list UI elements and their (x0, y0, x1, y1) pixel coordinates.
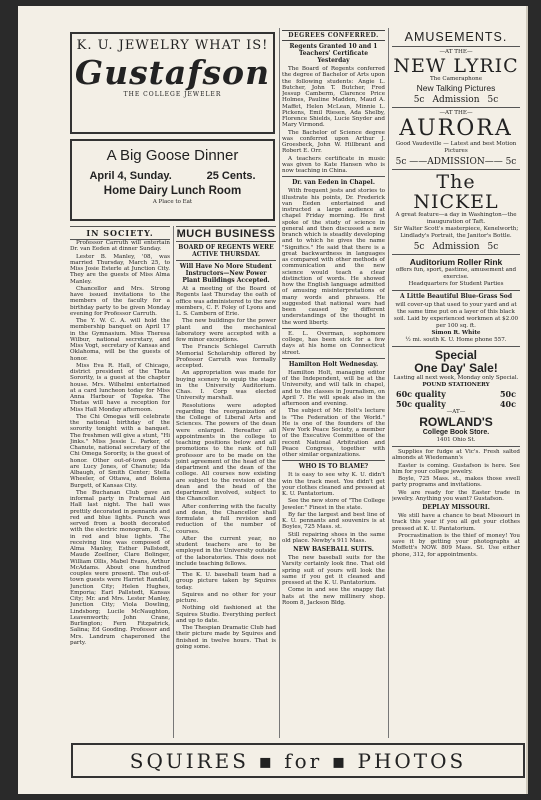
goose-ad-note: A Place to Eat (152, 199, 193, 205)
goose-dinner-ad (70, 139, 275, 221)
society-paragraph: The Chi Omegas will celebrate the national birthday of the sorority tonight with a banquet. The freshmen will give a stunt, "Hi Jinks." Miss Jessie L. Parker, of Chanute, national secretary of the Chi Omega Sorority, is the guest of honor. Other out-of-town guests are Lucy Jones, of Chanute; Ida Albaugh, of Smith Center; Stella Wheeler, of Ottawa, and Bolena Burgett, of Kansas City. (70, 413, 170, 489)
nickel-description: A great feature—a day in Washington—the inauguration of Taft. (395, 212, 517, 225)
business-paragraph: An appropriation was made for buying scenery to equip the stage in the University Auditorium. Chas. I. Corp was elected University marshall. (176, 370, 276, 402)
society-paragraph: Miss Eva R. Hall, of Chicago, district president of the Theta Sorority, is a guest at the chapter house. Mrs. Wilhelmi entertained at a card luncheon today for Miss Anna Harbour of Topeka. The Thetas will have a reception for Miss Hall Monday afternoon. (70, 362, 170, 413)
sale-price: 40c (499, 399, 516, 409)
degrees-subhead: Regents Granted 10 and 1 Teachers' Certificate Yesterday (289, 43, 378, 64)
boyles-paragraph: By far the largest and best line of K. U. pennants and souvenirs is at Boyles, 725 Mass. st. (282, 511, 385, 531)
misc-paragraph: We are ready for the Easter trade in jewelry. Anything you want? Gustafson. (392, 489, 520, 502)
nickel-admission (392, 242, 520, 252)
jewelry-ad-tagline: THE COLLEGE JEWELER (123, 91, 222, 98)
jewelry-ad-name: Gustafson (74, 53, 271, 92)
business-paragraph: Nothing old fashioned at the Squires Studio. Everything perfect and up to date. (176, 605, 276, 624)
jewelry-ad-headline: K. U. JEWELRY WHAT IS! (76, 38, 269, 53)
quality-label: 60c quality (396, 389, 446, 399)
hamilton-paragraph: Hamilton Holt, managing editor of the Independent, will be at the University, and will talk in chapel, and to the classes in Journalism, on April 7. He will speak also in the afternoon and evening. (282, 369, 385, 407)
society-paragraph: The Y. W. C. A. will hold the membership banquet on April 17 in the Gymnasium. Miss Theresa Wilbur, national secretary, and Miss Vogt, secretary of Kansas and Oklahoma, will be the guests of honor. (70, 318, 170, 362)
rowland-subtitle: College Book Store. (422, 429, 490, 436)
price-label: 5c (413, 95, 425, 105)
overman-paragraph: E. L. Overman, sophomore college, has been sick for a few days at his home on Connecticut street. (282, 330, 385, 356)
jewelry-ad (70, 32, 275, 134)
price-label: 5c (487, 95, 499, 105)
business-paragraph: Resolutions were adopted regarding the reorganization of the College of Liberal Arts and Sciences. The powers of the dean were enlarged. Hereafter all appointments in the college to teaching positions below and all promotions to the rank of full professor are to be made on the joint agreement of the head of the department and the dean of the college. All courses now existing are subject to the revision of the dean and the head of the department involved, subject to the Chancellor. (176, 402, 276, 503)
goose-ad-place: Home Dairy Lunch Room (103, 185, 242, 197)
at-label: —AT— (446, 409, 466, 415)
stationery-label: POUND STATIONERY (422, 382, 490, 388)
goose-ad-title: A Big Goose Dinner (106, 147, 239, 164)
quality-label: 50c quality (396, 399, 446, 409)
business-paragraph: The K. U. baseball team had a group picture taken by Squires today. (176, 572, 276, 591)
rowland-title: ROWLAND'S (419, 415, 493, 429)
amusements-column (392, 30, 520, 738)
price-row (392, 389, 520, 399)
roller-rink-description-2: Headquarters for Student Parties (408, 281, 504, 287)
sale-description: Lasting all next week, Monday only Special. (393, 375, 519, 381)
society-heading: IN SOCIETY. (70, 226, 170, 240)
degrees-heading: DEGREES CONFERRED. (282, 30, 385, 41)
degrees-paragraph: The Board of Regents conferred the degree of Bachelor of Arts upon the following students: Angie L. Butcher, John T. Butcher, Fred Jessup Camberm, Clarence Price Holmes, Pauline Madden, Maud A. Maffet, Helen McLean, Minnie L. Pickens, Emil Riesen, Ada Shelby, Florence Shields, Lucie Snyder and Mary Virmond. (282, 66, 385, 129)
business-paragraph: The new buildings for the power plant and the mechanical laboratory were accepted with a few minor exceptions. (176, 318, 276, 343)
rowland-address: 1401 Ohio St. (436, 437, 476, 443)
sod-ad-address: ½ mi. south K. U. Home phone 557. (405, 337, 507, 343)
nickel-title: The NICKEL (413, 171, 499, 213)
repairing-paragraph: Still repairing shoes in the same old place. Newby's 911 Mass. (282, 531, 385, 544)
misc-paragraph: Easter is coming. Gustafson is here. See him for your college jewelry. (392, 462, 520, 475)
lyric-admission (392, 95, 520, 105)
roller-rink-title: Auditorium Roller Rink (409, 257, 503, 267)
deplay-paragraph: We still have a chance to beat Missouri in track this year if you all get your clothes pressed at K. U. Pantatorium. (392, 513, 520, 532)
misc-paragraph: Supplies for fudge at Vic's. Fresh salted almonds at Wiedemann's (392, 449, 520, 462)
business-paragraph: After the current year, no student teachers are to be employed in the University outside of the laboratories. This does not include teaching fellows. (176, 535, 276, 567)
price-row (392, 399, 520, 409)
blame-paragraph: It is easy to see why K. U. didn't win the track meet. You didn't get your clothes cleaned and pressed at K. U. Pantatorium. (282, 472, 385, 497)
business-column (176, 226, 276, 738)
deplay-heading: DEPLAY MISSOURI. (422, 504, 490, 511)
business-subhead-2: Will Have No More Student Instructors—New Power Plant Buildings Accepted. (179, 263, 273, 284)
society-column (70, 226, 170, 738)
at-the-label: —AT THE— (439, 110, 473, 116)
society-paragraph: Lester B. Manley, '08, was married Thursday, March 25, to Miss Josie Esterle at Junction City. They are the guests of Miss Alma Manley. (70, 253, 170, 285)
blame-heading: WHO IS TO BLAME? (298, 463, 369, 471)
business-paragraph: At a meeting of the Board of Regents last Thursday the oath of office was administered to the new members, C. F. Foley of Lyons and L. S. Cambern of Erie. (176, 286, 276, 317)
aurora-title: AURORA (399, 116, 513, 141)
at-the-label: —AT THE— (439, 49, 473, 55)
business-paragraph: The Thespian Dramatic Club had their picture made by Squires and finished in twelve hours. That is going some. (176, 625, 276, 650)
hamilton-paragraph-2: The subject of Mr. Holt's lecture is "The Federation of the World." He is one of the founders of the New York Peace Society, a member of the Executive Committee of the recent National Arbitration and Peace Congress, together with other similar organizations. (282, 408, 385, 458)
business-subhead: BOARD OF REGENTS WERE ACTIVE THURSDAY. (178, 244, 274, 258)
degrees-paragraph: The Bachelor of Science degree was conferred upon Arthur J. Groesbeck, John W. Hillbrant and Robert E. Orr. (282, 129, 385, 155)
millinery-paragraph: Come in and see the snappy flat hats at the new millinery shop. Room 8, Jackson Bldg. (282, 587, 385, 606)
squires-photos-ad: SQUIRES ▪ for ▪ PHOTOS (71, 743, 525, 778)
suits-paragraph: The new baseball suits for the Varsity certainly look fine. That old spring suit of yours will look the same if you get it cleaned and pressed at the K. U. Pantatorium. (282, 555, 385, 586)
roller-rink-description: offers fun, sport, pastime, amusement and exercise. (395, 267, 517, 280)
column-divider (173, 226, 174, 738)
talking-pictures-label: New Talking Pictures (416, 83, 496, 93)
goose-ad-price: 25 Cents. (206, 170, 256, 182)
sod-ad-title: A Little Beautiful Blue-Grass Sod (399, 293, 513, 300)
new-lyric-title: NEW LYRIC (393, 55, 519, 77)
hamilton-heading: Hamilton Holt Wednesday. (288, 360, 379, 368)
nickel-description-2: Sir Walter Scott's masterpiece, Kenelworth; Lindlady's Portrait, the Janitor's Bottle. (393, 226, 519, 239)
sod-ad-name: Simon R. White (431, 330, 481, 336)
suits-heading: NEW BASEBALL SUITS. (293, 546, 374, 553)
society-paragraph: The Buchanan Club gave an informal party in Fraternal Aid Hall last night. The hall was prettily decorated in pennants and red and blue lights. Punch was served from a booth decorated with the electric monogram, B. C., in red and blue lights. The receiving line was composed of Alma Manley, Esther Pallstedt, Maude Zoellner, Clare Bolinger, William Ollis, Mabel Evans, Arthur McAdams. About one hundred couples were present. The out-of-town guests were Harriet Randall, Junction City; Helen Hughes, Emporia; Earl Pallstedt, Kansas City; Mr. and Mrs. Lester Manley, Junction City; Viola Dowling, Lindsborg; Lucile McNaughton, Leavenworth; John Crane, Burlington; Fern Fitzpatrick, Salina; Ed Gooding. Professor and Mrs. Landrum chaperoned the party. (70, 489, 170, 646)
chapel-paragraph: With frequent jests and stories to illustrate his points, Dr. Frederick van Eeden entertained and instructed a large audience at chapel Friday morning. He first spoke of the study of science in general and then discussed a new branch which is steadily developing and to which he gives the name "Significs." He said that there is a great backwardness in languages as compared with other methods of communication and the new science would teach a clear distinction of words. He showed how the English language admitted of amusing misinterpretations of many words and phrases. He suggested that national wars had been caused by different understandings of the thought in the word liberty. (282, 188, 385, 326)
column-divider (388, 28, 389, 738)
society-paragraph: Professor Carruth will entertain Dr. van Eeden at dinner Sunday. (70, 240, 170, 253)
cameraphone-label: The Cameraphone (429, 76, 483, 82)
business-paragraph: Squires and no other for your picture. (176, 591, 276, 604)
admission-label: Admission (432, 242, 480, 252)
procrastination-paragraph: Procrastination is the thief of money! You save it by getting your photographs at Moffett's NOW. 809 Mass. St. Use either phone, 312, for appointments. (392, 532, 520, 558)
price-label: 5c (487, 242, 499, 252)
business-heading: MUCH BUSINESS (176, 228, 276, 240)
admission-label: Admission (432, 95, 480, 105)
vaudeville-label: Good Vaudeville — Latest and best Motion Pictures (395, 141, 517, 154)
special-heading: Special (434, 348, 478, 362)
business-paragraph: After conferring with the faculty and dean, the Chancellor shall formulate a full revision and reduction of the number of courses. (176, 503, 276, 535)
society-paragraph: Chancellor and Mrs. Strong have issued invitations to the members of the faculty for a birthday party to be given Monday evening for Professor Carruth. (70, 285, 170, 317)
column-divider (279, 28, 280, 738)
sod-ad-description: will cover-up that used to your yard and at the same time put on a layer of this black soil. Laid by experienced workmen at $2.00 per 100 sq. ft. (393, 302, 519, 329)
goose-ad-date: April 4, Sunday. (89, 170, 172, 182)
amusements-heading: AMUSEMENTS. (404, 30, 508, 44)
degrees-column (282, 30, 385, 738)
page-edge (526, 6, 528, 794)
newspaper-page (18, 6, 526, 794)
business-paragraph: The Francis Schlegel Carruth Memorial Scholarship offered by Professor Carruth was formally accepted. (176, 344, 276, 369)
price-label: 5c (413, 242, 425, 252)
chapel-heading: Dr. van Eeden in Chapel. (292, 179, 375, 187)
sale-price: 50c (499, 389, 516, 399)
jeweler-paragraph: See the new store of "The College Jeweler." Finest in the state. (282, 498, 385, 511)
misc-paragraph: Boyle, 725 Mass. st., makes those swell party programs and invitations. (392, 476, 520, 489)
degrees-paragraph: A teachers certificate in music was given to Kate Hansen who is now teaching in China. (282, 155, 385, 174)
one-day-sale-heading: One Day' Sale! (414, 361, 498, 375)
aurora-admission: 5c ——ADMISSION—— 5c (395, 157, 517, 167)
